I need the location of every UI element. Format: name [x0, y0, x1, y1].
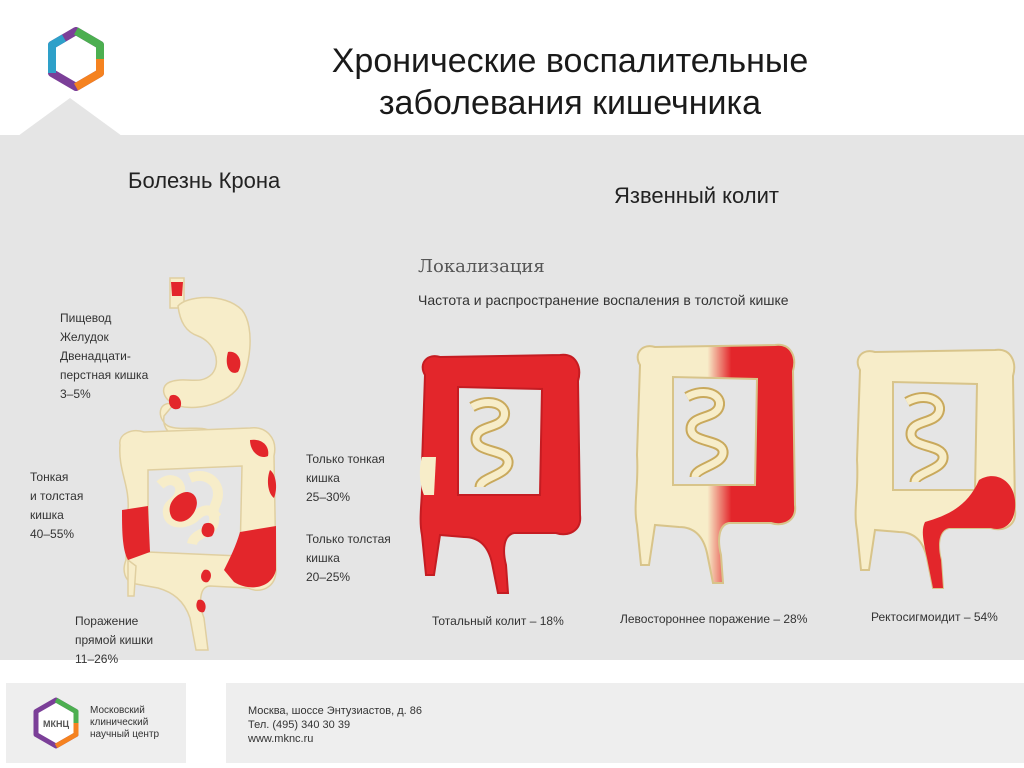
uc-left-sided-diagram [625, 335, 805, 590]
mknc-logo-icon [30, 697, 82, 749]
crohn-title: Болезнь Крона [128, 168, 281, 193]
caption-rectosigmoiditis: Ректосигмоидит – 54% [871, 610, 998, 624]
footer-org-name: Московский клинический научный центр [90, 705, 160, 740]
label-small-and-large: Тонкая и толстая кишка 40–55% [30, 470, 84, 541]
page-title [260, 40, 880, 124]
uc-rectosigmoiditis-diagram [845, 340, 1024, 595]
title-line-1: Хронические воспалительные [331, 42, 809, 80]
logo-text: МКНЦ [42, 719, 70, 729]
localization-subtitle: Частота и распространение воспаления в толстой кишке [418, 292, 789, 308]
footer-phone: Тел. (495) 340 30 39 [248, 719, 351, 731]
label-upper-gi: Пищевод Желудок Двенадцати- перстная кишка 3–5% [60, 311, 149, 401]
caption-left-sided: Левостороннее поражение – 28% [620, 612, 808, 626]
title-line-2: заболевания кишечника [378, 84, 762, 122]
footer-contact [248, 704, 422, 746]
footer-address: Москва, шоссе Энтузиастов, д. 86 [248, 705, 422, 717]
uc-total-colitis-diagram [410, 345, 590, 600]
label-small-only: Только тонкая кишка 25–30% [306, 452, 385, 504]
label-rectal: Поражение прямой кишки 11–26% [75, 614, 154, 666]
crohn-gi-tract-illustration [100, 270, 310, 660]
hexagon-logo-icon [44, 27, 108, 91]
uc-title: Язвенный колит [614, 183, 779, 208]
localization-title: Локализация [418, 256, 545, 277]
footer-website[interactable]: www.mknc.ru [248, 733, 314, 745]
label-large-only: Только толстая кишка 20–25% [306, 532, 391, 584]
caption-total-colitis: Тотальный колит – 18% [432, 614, 564, 628]
